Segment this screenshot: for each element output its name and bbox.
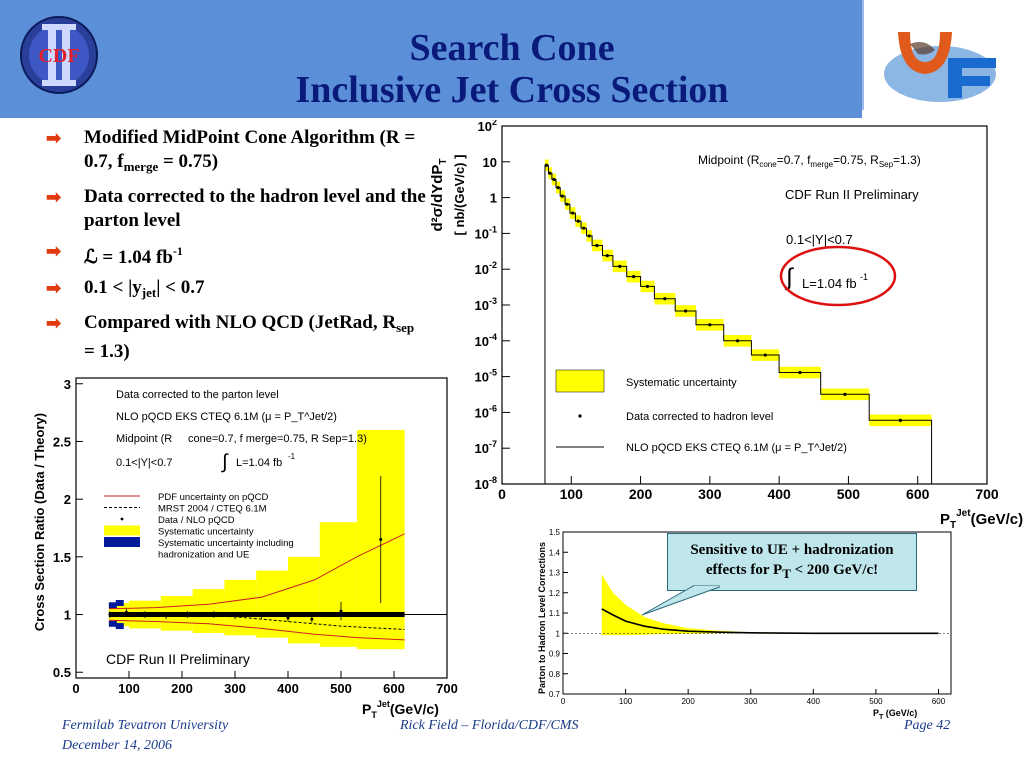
chart-annotation: Midpoint ($R_{cone}=0.7$, $f_{merge}=0.75$, $R_{Sep}=1.3$): [698, 153, 921, 169]
hadronization-uncertainty: [116, 600, 124, 606]
legend-label: Systematic uncertainty: [626, 377, 737, 389]
data-point: [764, 353, 767, 356]
data-point: [798, 371, 801, 374]
hadronization-uncertainty: [109, 621, 117, 627]
y-tick-label: $10^{-7}$: [474, 439, 497, 457]
legend-swatch: [104, 537, 140, 547]
x-tick-label: 300: [224, 681, 246, 696]
footer-left-line2: December 14, 2006: [62, 738, 173, 753]
y-tick-label: $10^{-4}$: [474, 331, 497, 349]
x-tick-label: 500: [836, 486, 861, 502]
data-point: [606, 254, 609, 257]
data-point: [108, 613, 111, 616]
footer-left-line1: Fermilab Tevatron University: [62, 718, 229, 733]
data-point: [632, 275, 635, 278]
data-point: [545, 164, 548, 167]
data-point: [340, 610, 343, 613]
data-point: [561, 195, 564, 198]
bullet-text: sep: [396, 320, 415, 335]
x-tick-label: 100: [618, 697, 633, 706]
chart-annotation: Midpoint (R: [116, 433, 173, 445]
y-tick-label: 0.7: [548, 690, 560, 699]
data-point: [736, 339, 739, 342]
data-point: [310, 618, 313, 621]
legend-label: Systematic uncertainty including: [158, 538, 294, 549]
legend-label: MRST 2004 / CTEQ 6.1M: [158, 503, 267, 515]
chart-annotation: 0.1<|Y|<0.7: [116, 457, 173, 469]
hadronization-uncertainty: [109, 602, 117, 608]
data-point: [557, 186, 560, 189]
legend-label: hadronization and UE: [158, 549, 250, 561]
chart-annotation: Data corrected to the parton level: [116, 389, 279, 401]
callout-line2: effects for PT < 200 GeV/c!: [705, 562, 879, 581]
legend-label: Data / NLO pQCD: [158, 515, 235, 526]
chart-annotation: cone=0.7, f merge=0.75, R Sep=1.3): [188, 433, 367, 445]
y-tick-label: $10^{-8}$: [474, 475, 497, 492]
legend-label: Systematic uncertainty: [158, 526, 254, 538]
data-point: [566, 203, 569, 206]
x-tick-label: 0: [498, 486, 506, 502]
x-axis-label: $P_T^{Jet}(GeV/c)$: [940, 508, 1024, 528]
x-axis-label: $P_T^{Jet}(GeV/c)$: [362, 699, 439, 720]
data-point: [552, 178, 555, 181]
x-tick-label: 300: [744, 697, 758, 706]
y-axis-unit-label: [ nb/(GeV/c) ]: [452, 154, 467, 236]
bullet-text: ℒ = 1.04 fb: [84, 247, 173, 268]
y-tick-label: $10^2$: [477, 120, 497, 134]
callout-pointer: [600, 585, 720, 625]
y-tick-label: 10: [482, 154, 497, 170]
footer-page-number: Page 42: [904, 718, 951, 733]
y-tick-label: 0.9: [548, 649, 560, 659]
main-cross-section-chart: [420, 120, 1024, 528]
systematic-band: [193, 589, 225, 633]
arrow-bullet-icon: ➡: [46, 128, 62, 148]
plot-frame: [502, 126, 987, 484]
callout-line1: Sensitive to UE + hadronization: [690, 542, 894, 558]
bullet-text: Compared with NLO QCD (JetRad, R: [84, 312, 397, 333]
hadronization-uncertainty: [116, 623, 124, 629]
x-tick-label: 200: [681, 697, 695, 706]
cdf-logo-icon: [18, 14, 100, 96]
legend-swatch: [104, 526, 140, 536]
chart-annotation: NLO pQCD EKS CTEQ 6.1M (μ = P_T^Jet/2): [116, 411, 337, 423]
legend-swatch-systematic: [556, 370, 604, 392]
data-point: [588, 234, 591, 237]
x-tick-label: 600: [383, 681, 405, 696]
legend-label: Data corrected to hadron level: [626, 411, 774, 423]
y-tick-label: 1.4: [548, 548, 560, 558]
bullet-text: = 0.75): [158, 151, 219, 172]
bullet-item: [46, 126, 426, 179]
data-point: [684, 309, 687, 312]
x-tick-label: 700: [436, 681, 458, 696]
bullet-text: jet: [141, 285, 157, 300]
data-point: [618, 265, 621, 268]
y-axis-label: Cross Section Ratio (Data / Theory): [32, 412, 47, 632]
bullet-item: [46, 185, 426, 233]
x-tick-label: 200: [628, 486, 653, 502]
ratio-chart: [30, 372, 466, 722]
y-tick-label: $10^{-3}$: [474, 296, 497, 313]
data-point: [663, 297, 666, 300]
systematic-band: [256, 571, 288, 638]
x-tick-label: 0: [560, 697, 566, 706]
page-title-line2: Inclusive Jet Cross Section: [295, 69, 729, 111]
callout-box: [667, 533, 917, 591]
x-tick-label: 100: [559, 486, 583, 502]
y-tick-label: 1.3: [548, 568, 560, 578]
y-tick-label: 1: [63, 607, 71, 623]
systematic-band: [288, 557, 320, 644]
integral-sign: ∫: [222, 451, 228, 473]
data-point: [212, 613, 215, 616]
bullet-text: = 1.3): [84, 341, 130, 362]
chart-annotation: L=1.04 fb: [802, 276, 857, 291]
systematic-band: [320, 522, 357, 647]
x-tick-label: 600: [906, 486, 930, 502]
bullet-text: Data corrected to the hadron level and the parton level: [84, 186, 426, 231]
arrow-bullet-icon: ➡: [46, 313, 62, 333]
data-point: [186, 613, 189, 616]
bullet-item: [46, 239, 426, 270]
arrow-bullet-icon: ➡: [46, 278, 62, 298]
x-tick-label: 300: [698, 486, 722, 502]
legend-swatch-data: [578, 414, 581, 417]
bullet-item: [46, 276, 426, 305]
arrow-bullet-icon: ➡: [46, 187, 62, 207]
y-tick-label: $10^{-6}$: [474, 403, 497, 421]
data-point: [843, 393, 846, 396]
y-tick-label: 1.2: [548, 588, 560, 598]
page-title-line1: Search Cone: [409, 27, 615, 69]
legend-swatch: [121, 518, 124, 521]
data-point: [646, 285, 649, 288]
x-tick-label: 700: [975, 486, 999, 502]
y-tick-label: 2: [63, 492, 71, 508]
data-point: [571, 211, 574, 214]
x-tick-label: 400: [767, 486, 791, 502]
integral-sign: ∫: [786, 264, 793, 291]
bullet-text: -1: [172, 244, 183, 258]
y-tick-label: 0.8: [548, 669, 560, 679]
ue-logo-icon: [880, 12, 1000, 106]
x-axis-label: $P_T$ (GeV/c): [873, 708, 918, 721]
data-point: [143, 613, 146, 616]
y-tick-label: $10^{-5}$: [474, 367, 497, 385]
y-tick-label: 1: [555, 629, 560, 639]
footer-center: Rick Field – Florida/CDF/CMS: [400, 718, 579, 733]
y-axis-label: d²σ/dYdP$_T$: [429, 158, 449, 232]
x-tick-label: 500: [869, 697, 883, 706]
chart-annotation: -1: [288, 452, 296, 461]
data-point: [548, 172, 551, 175]
bullet-list: [46, 126, 426, 370]
y-tick-label: 3: [63, 376, 71, 392]
bullet-text: 0.1 < |y: [84, 277, 142, 298]
y-axis-label: Parton to Hadron Level Corrections: [537, 541, 547, 695]
y-tick-label: 2.5: [52, 434, 71, 450]
svg-text:CDF: CDF: [38, 45, 80, 67]
chart-annotation: CDF Run II Preliminary: [106, 651, 250, 667]
y-tick-label: 1.5: [548, 528, 560, 537]
bullet-text: merge: [123, 159, 159, 174]
data-point: [125, 611, 128, 614]
bullet-text: Modified MidPoint Cone Algorithm (R = 0.7, f: [84, 127, 416, 172]
y-tick-label: 1: [489, 190, 497, 206]
y-tick-label: $10^{-1}$: [474, 224, 497, 242]
data-point: [708, 323, 711, 326]
y-tick-label: 1.1: [548, 609, 560, 618]
x-tick-label: 400: [277, 681, 299, 696]
bullet-text: | < 0.7: [156, 277, 205, 298]
data-point: [234, 614, 237, 617]
y-tick-label: 1.5: [52, 549, 71, 565]
data-point: [899, 419, 902, 422]
data-point: [577, 220, 580, 223]
legend-label: NLO pQCD EKS CTEQ 6.1M (μ = P_T^Jet/2): [626, 442, 847, 454]
chart-annotation: CDF Run II Preliminary: [785, 187, 919, 202]
data-point: [287, 617, 290, 620]
data-point: [260, 614, 263, 617]
data-point: [379, 538, 382, 541]
arrow-bullet-icon: ➡: [46, 241, 62, 261]
chart-annotation: 0.1<|Y|<0.7: [786, 232, 853, 247]
data-point: [165, 614, 168, 617]
chart-annotation: L=1.04 fb: [236, 457, 283, 469]
y-tick-label: 0.5: [52, 665, 71, 681]
y-tick-label: $10^{-2}$: [474, 260, 497, 278]
x-tick-label: 0: [72, 681, 80, 696]
data-point: [582, 227, 585, 230]
x-tick-label: 600: [931, 697, 946, 706]
chart-annotation: -1: [860, 272, 869, 282]
legend-label: PDF uncertainty on pQCD: [158, 492, 269, 503]
x-tick-label: 200: [171, 681, 193, 696]
x-tick-label: 400: [806, 697, 821, 706]
data-point: [595, 244, 598, 247]
x-tick-label: 500: [330, 681, 352, 696]
bullet-item: [46, 311, 426, 364]
x-tick-label: 100: [118, 681, 140, 696]
